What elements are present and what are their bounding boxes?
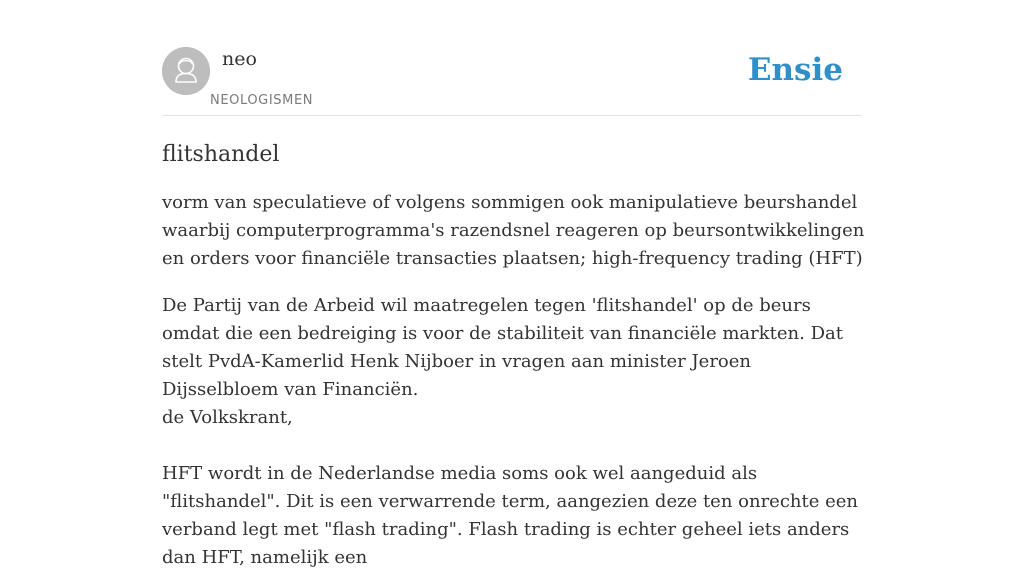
- category-label[interactable]: NEOLOGISMEN: [210, 93, 314, 108]
- avatar[interactable]: [162, 47, 210, 95]
- entry-example: De Partij van de Arbeid wil maatregelen tegen 'flitshandel' op de beurs omdat die een bedreiging is voor de stabiliteit van financiële markten. Dat stelt PvdA-Kamerlid Henk Nijboer in vragen aan minister Jeroen Dijsselbloem van Financiën. de Volkskrant, HFT wordt in de Nederlandse media soms ook wel aangeduid als "flitshandel". Dit is een verwarrende term, aangezien deze ten onrechte een verband legt met "flash trading". Flash trading is echter geheel iets anders dan HFT, namelijk een: [162, 295, 859, 568]
- username[interactable]: neo: [222, 48, 257, 70]
- entry-content: [162, 138, 867, 572]
- brand-logo[interactable]: Ensie: [747, 52, 843, 88]
- user-silhouette-icon: [162, 47, 210, 95]
- entry-term: flitshandel: [162, 142, 280, 167]
- entry-definition: vorm van speculatieve of volgens sommigen ook manipulatieve beurshandel waarbij computerprogramma's razendsnel reageren op beursontwikkelingen en orders voor financiële transacties plaatsen; high-frequency trading (HFT): [162, 192, 865, 269]
- entry-header: [162, 47, 862, 116]
